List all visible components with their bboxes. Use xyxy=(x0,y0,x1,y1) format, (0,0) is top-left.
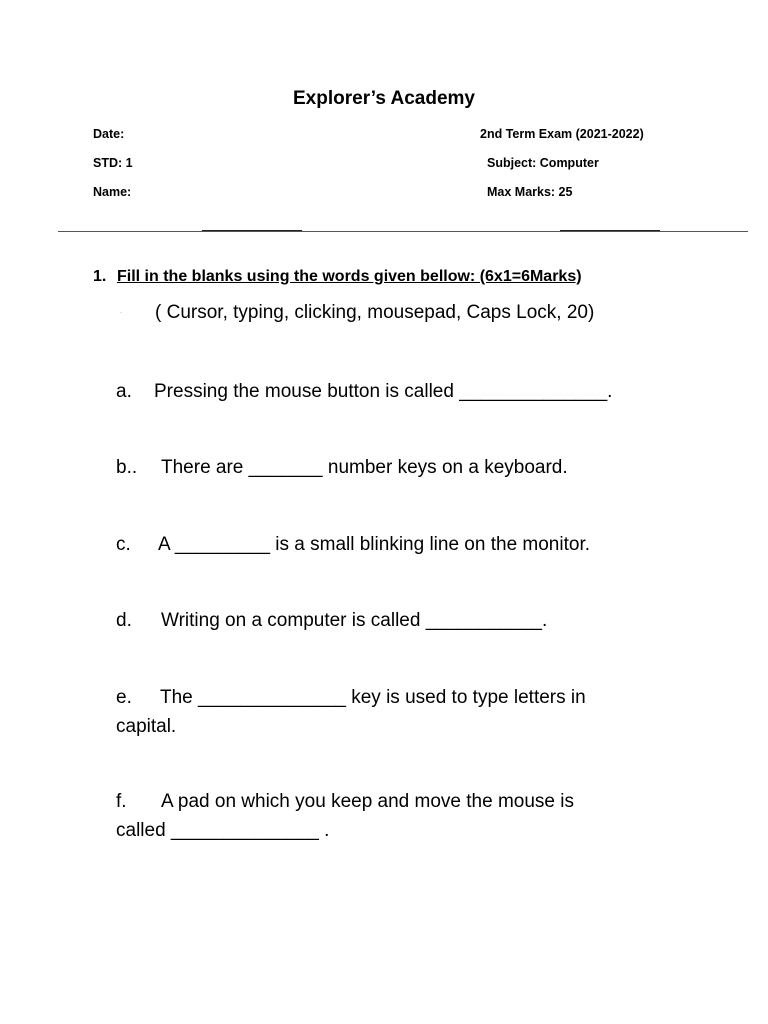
item-text: Pressing the mouse button is called ______________. xyxy=(154,381,613,402)
item-letter: a. xyxy=(116,381,132,402)
header-divider xyxy=(58,231,748,232)
school-name: Explorer’s Academy xyxy=(293,88,475,109)
name-label: Name: xyxy=(93,185,132,199)
item-letter: c. xyxy=(116,534,131,555)
blank-item-f xyxy=(116,787,574,845)
item-text: The ______________ key is used to type letters in xyxy=(160,687,586,708)
item-text: A _________ is a small blinking line on the monitor. xyxy=(158,534,590,555)
std-label: STD: 1 xyxy=(93,156,133,170)
item-letter: d. xyxy=(116,610,132,631)
question-heading-text: Fill in the blanks using the words given bellow: (6x1=6Marks) xyxy=(117,268,582,285)
item-letter: b.. xyxy=(116,457,138,478)
item-text: A pad on which you keep and move the mouse is xyxy=(161,791,574,812)
blank-item-b xyxy=(116,453,568,482)
header-divider-segment xyxy=(560,230,660,231)
item-text-continued: called ______________ . xyxy=(116,820,330,841)
subject-label: Subject: Computer xyxy=(487,156,599,170)
blank-item-e xyxy=(116,683,586,741)
bullet-dot: · xyxy=(120,310,122,316)
item-letter: e. xyxy=(116,687,132,708)
blank-item-c xyxy=(116,530,590,559)
header-divider-segment xyxy=(202,230,302,231)
item-text: Writing on a computer is called ___________. xyxy=(161,610,548,631)
question-number: 1. xyxy=(93,268,107,285)
word-bank: ( Cursor, typing, clicking, mousepad, Caps Lock, 20) xyxy=(155,302,595,323)
max-marks-label: Max Marks: 25 xyxy=(487,185,573,199)
question-1-heading xyxy=(93,268,582,286)
date-label: Date: xyxy=(93,127,125,141)
item-text: There are _______ number keys on a keyboard. xyxy=(161,457,568,478)
item-text-continued: capital. xyxy=(116,716,177,737)
blank-item-a xyxy=(116,377,612,406)
exam-label: 2nd Term Exam (2021-2022) xyxy=(480,127,644,141)
blank-item-d xyxy=(116,606,547,635)
item-letter: f. xyxy=(116,791,127,812)
